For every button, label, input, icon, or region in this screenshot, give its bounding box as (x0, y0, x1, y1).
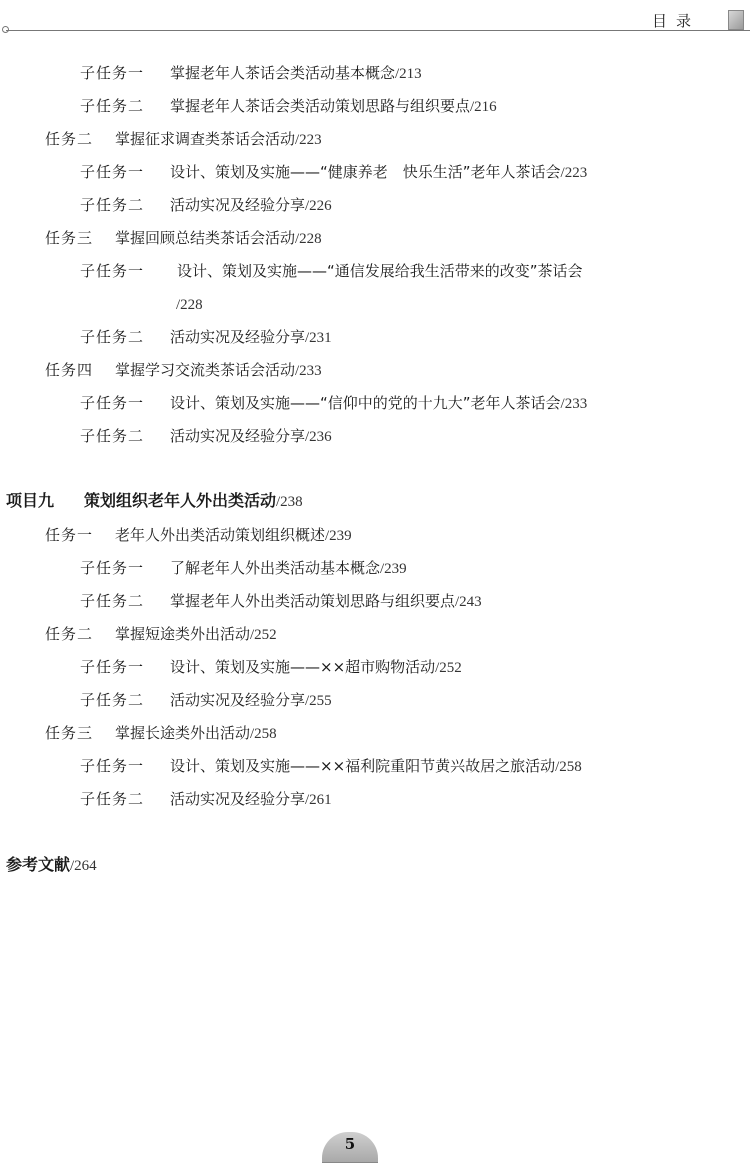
toc-entry-title: 老年人外出类活动策划组织概述 (115, 526, 326, 544)
toc-entry[interactable] (45, 525, 352, 546)
toc-entry-title: 活动实况及经验分享 (170, 691, 306, 709)
page-footer (0, 1126, 750, 1170)
toc-entry[interactable] (80, 789, 332, 810)
toc-entry-title: 参考文献 (6, 855, 71, 874)
toc-entry-label: 子任务一 (80, 757, 145, 775)
toc-entry-page: /252 (435, 660, 462, 676)
toc-entry-continuation[interactable] (176, 294, 203, 315)
toc-entry-page: /228 (176, 297, 203, 313)
toc-entry[interactable] (80, 690, 332, 711)
toc-entry-page: /261 (305, 792, 332, 808)
toc-entry[interactable] (45, 624, 277, 645)
toc-entry-label: 子任务二 (80, 592, 145, 610)
toc-entry-title: 活动实况及经验分享 (170, 328, 306, 346)
toc-entry-label: 子任务二 (80, 97, 145, 115)
toc-entry-title: 活动实况及经验分享 (170, 790, 306, 808)
page-header (0, 0, 750, 40)
toc-entry-title: 活动实况及经验分享 (170, 196, 306, 214)
toc-entry-label: 任务三 (45, 229, 94, 247)
toc-entry-title: 活动实况及经验分享 (170, 427, 306, 445)
toc-entry-label: 子任务一 (80, 658, 145, 676)
toc-entry-page: /213 (395, 66, 422, 82)
toc-entry-page: /216 (470, 99, 497, 115)
toc-project-entry[interactable] (6, 491, 303, 512)
toc-entry-title: 掌握回顾总结类茶话会活动 (115, 229, 296, 247)
toc-entry[interactable] (80, 162, 587, 183)
toc-entry-title: 设计、策划及实施——“健康养老 快乐生活”老年人茶话会 (170, 163, 561, 181)
toc-entry[interactable] (80, 756, 582, 777)
header-rule (6, 30, 750, 31)
toc-entry-page: /233 (295, 363, 322, 379)
toc-entry-label: 子任务二 (80, 196, 145, 214)
toc-entry[interactable] (45, 360, 322, 381)
toc-entry-page: /264 (70, 858, 97, 874)
toc-entry-label: 任务二 (45, 130, 94, 148)
toc-entry-page: /223 (560, 165, 588, 181)
toc-entry[interactable] (45, 723, 277, 744)
toc-entry-title: 了解老年人外出类活动基本概念 (170, 559, 381, 577)
toc-entry[interactable] (80, 327, 332, 348)
toc-entry-page: /258 (250, 726, 277, 742)
footer-rule (322, 1162, 378, 1163)
toc-entry[interactable] (80, 63, 422, 84)
toc-entry-label: 子任务一 (80, 559, 145, 577)
toc-entry-title: 掌握学习交流类茶话会活动 (115, 361, 296, 379)
toc-entry-title: 设计、策划及实施——“通信发展给我生活带来的改变”茶话会 (177, 262, 583, 280)
toc-entry-label: 子任务一 (80, 262, 145, 280)
toc-entry-label: 子任务二 (80, 691, 145, 709)
toc-entry-page: /243 (455, 594, 482, 610)
toc-entry-label: 任务二 (45, 625, 94, 643)
toc-entry-label: 任务四 (45, 361, 94, 379)
toc-entry-title: 掌握老年人茶话会类活动策划思路与组织要点 (170, 97, 471, 115)
toc-entry[interactable] (80, 261, 583, 281)
toc-entry-label: 子任务一 (80, 163, 145, 181)
header-title: 目录 (652, 12, 701, 30)
toc-entry-label: 子任务一 (80, 394, 145, 412)
toc-entry[interactable] (80, 558, 407, 579)
toc-entry-page: /231 (305, 330, 332, 346)
toc-entry-title: 策划组织老年人外出类活动 (84, 491, 277, 510)
toc-entry-label: 子任务二 (80, 427, 145, 445)
toc-entry-page: /258 (555, 759, 582, 775)
toc-entry-page: /239 (325, 528, 352, 544)
toc-entry-page: /252 (250, 627, 277, 643)
toc-entry-page: /226 (305, 198, 332, 214)
toc-entry-page: /239 (380, 561, 407, 577)
toc-entry-title: 设计、策划及实施——“信仰中的党的十九大”老年人茶话会 (170, 394, 561, 412)
toc-entry[interactable] (80, 657, 462, 678)
toc-entry-title: 掌握短途类外出活动 (115, 625, 251, 643)
toc-entry-page: /255 (305, 693, 332, 709)
toc-entry-title: 掌握长途类外出活动 (115, 724, 251, 742)
toc-entry-label: 项目九 (6, 491, 55, 510)
toc-entry-page: /228 (295, 231, 322, 247)
toc-entry-label: 子任务二 (80, 790, 145, 808)
toc-entry[interactable] (80, 96, 497, 117)
toc-entry-title: 设计、策划及实施——××超市购物活动 (170, 658, 436, 676)
page-number: 5 (344, 1135, 356, 1153)
toc-entry[interactable] (45, 228, 322, 249)
toc-entry-title: 设计、策划及实施——××福利院重阳节黄兴故居之旅活动 (170, 757, 556, 775)
toc-entry-title: 掌握征求调查类茶话会活动 (115, 130, 296, 148)
toc-entry-title: 掌握老年人外出类活动策划思路与组织要点 (170, 592, 456, 610)
toc-entry-page: /233 (560, 396, 588, 412)
toc-entry-label: 子任务二 (80, 328, 145, 346)
toc-entry[interactable] (80, 195, 332, 216)
toc-entry-label: 子任务一 (80, 64, 145, 82)
toc-entry[interactable] (80, 426, 332, 447)
header-corner-tab (728, 10, 744, 30)
toc-entry-label: 任务一 (45, 526, 94, 544)
toc-entry[interactable] (45, 129, 322, 150)
toc-entry-label: 任务三 (45, 724, 94, 742)
toc-entry-page: /236 (305, 429, 332, 445)
toc-entry[interactable] (80, 591, 482, 612)
toc-entry-page: /238 (276, 494, 303, 510)
toc-entry-page: /223 (295, 132, 322, 148)
toc-entry-title: 掌握老年人茶话会类活动基本概念 (170, 64, 396, 82)
toc-entry[interactable] (80, 393, 587, 414)
toc-references-entry[interactable] (6, 855, 97, 876)
